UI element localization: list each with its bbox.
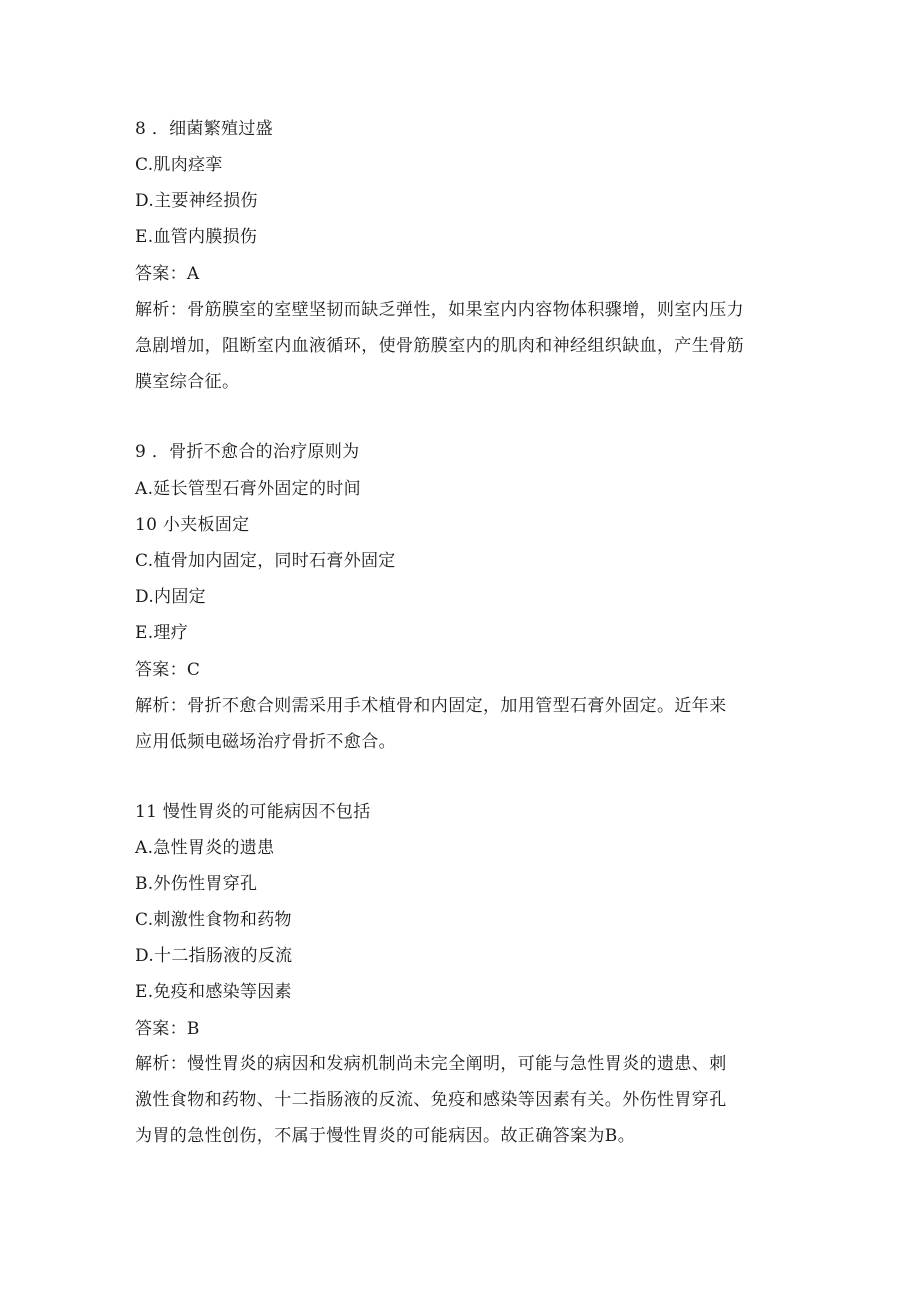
question-9-option-b: 10 小夹板固定	[135, 515, 250, 535]
question-9-stem: 9 ．骨折不愈合的治疗原则为	[135, 442, 360, 462]
analysis-line: 急剧增加，阻断室内血液循环，使骨筋膜室内的肌肉和神经组织缺血，产生骨筋	[135, 336, 744, 356]
question-11-option-e: E.免疫和感染等因素	[135, 982, 292, 1002]
question-8-option-c: C.肌肉痉挛	[135, 155, 223, 175]
question-11-analysis	[135, 1046, 775, 1154]
analysis-line: 解析：骨折不愈合则需采用手术植骨和内固定，加用管型石膏外固定。近年来	[135, 696, 727, 716]
question-11-option-c: C.刺激性食物和药物	[135, 910, 292, 930]
analysis-line: 激性食物和药物、十二指肠液的反流、免疫和感染等因素有关。外伤性胃穿孔	[135, 1090, 727, 1110]
analysis-line: 解析：骨筋膜室的室壁坚韧而缺乏弹性，如果室内内容物体积骤增，则室内压力	[135, 300, 744, 320]
question-11-option-a: A.急性胃炎的遗患	[135, 838, 275, 858]
analysis-line: 应用低频电磁场治疗骨折不愈合。	[135, 732, 396, 752]
question-9-option-c: C.植骨加内固定，同时石膏外固定	[135, 551, 396, 571]
question-9-option-a: A.延长管型石膏外固定的时间	[135, 479, 361, 499]
question-11-option-b: B.外伤性胃穿孔	[135, 874, 258, 894]
question-11-option-d: D.十二指肠液的反流	[135, 946, 293, 966]
question-9-analysis	[135, 688, 775, 760]
analysis-line: 为胃的急性创伤，不属于慢性胃炎的可能病因。故正确答案为B。	[135, 1126, 636, 1146]
question-9-option-e: E.理疗	[135, 623, 189, 643]
question-9-answer: 答案：C	[135, 660, 201, 680]
question-9-option-d: D.内固定	[135, 587, 206, 607]
question-8-option-d: D.主要神经损伤	[135, 191, 258, 211]
question-8-option-e: E.血管内膜损伤	[135, 227, 258, 247]
analysis-line: 解析：慢性胃炎的病因和发病机制尚未完全阐明，可能与急性胃炎的遗患、刺	[135, 1054, 727, 1074]
question-8-analysis	[135, 292, 775, 400]
analysis-line: 膜室综合征。	[135, 372, 240, 392]
question-11-answer: 答案：B	[135, 1019, 200, 1039]
question-8-answer: 答案：A	[135, 264, 200, 284]
question-8-stem: 8 ．细菌繁殖过盛	[135, 119, 273, 139]
question-11-stem: 11 慢性胃炎的可能病因不包括	[135, 802, 371, 822]
